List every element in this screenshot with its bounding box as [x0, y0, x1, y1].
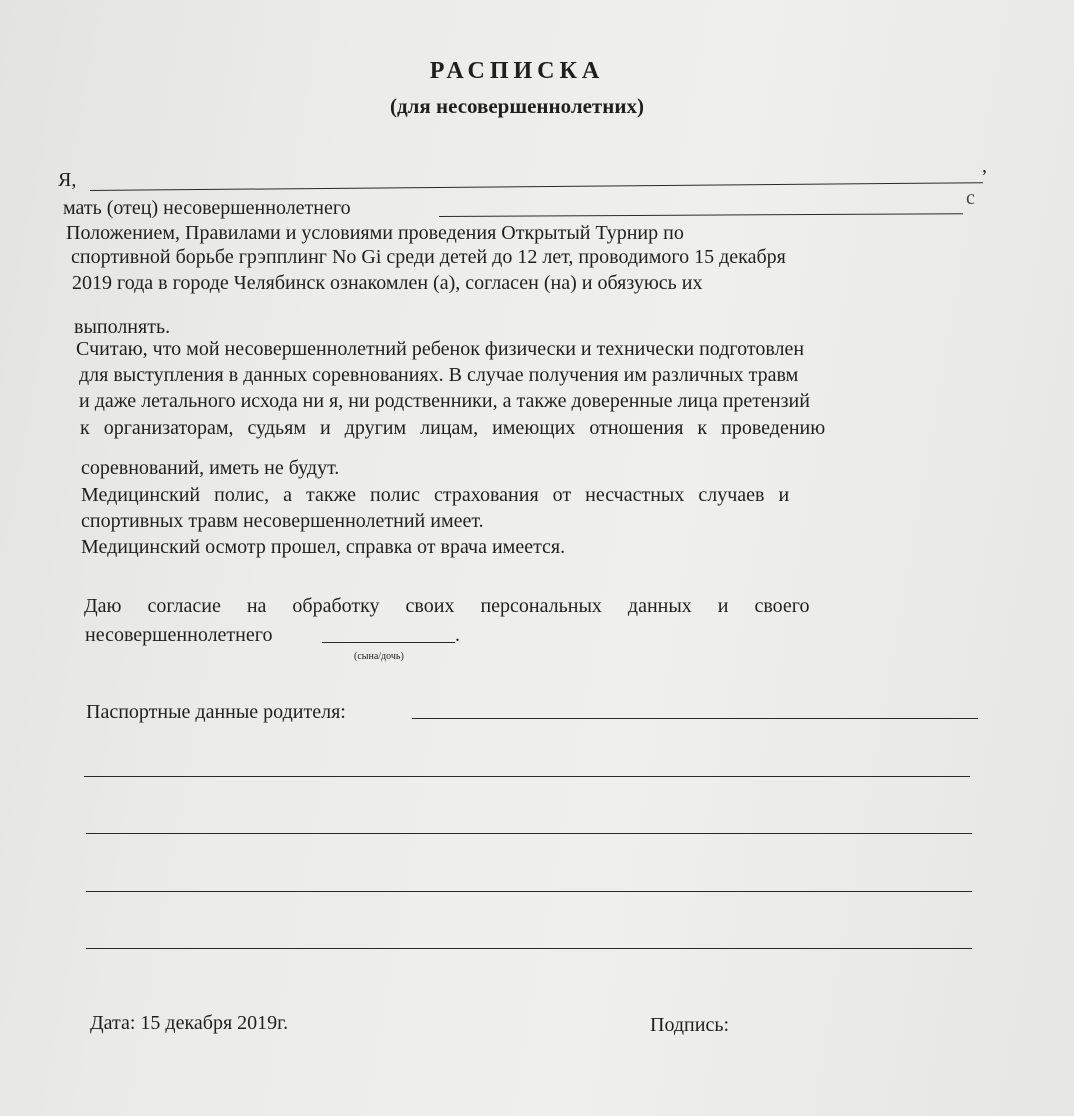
para4: Медицинский осмотр прошел, справка от врача имеется. — [81, 536, 566, 558]
para1-line4: выполнять. — [74, 316, 171, 338]
name-blank-line — [90, 182, 983, 191]
i-prefix: Я, — [58, 169, 77, 191]
document-subtitle: (для несовершеннолетних) — [390, 94, 644, 118]
document-title: РАСПИСКА — [429, 58, 605, 84]
parent-suffix: с — [966, 187, 975, 209]
passport-blank-line-2 — [84, 776, 970, 777]
para3-line2: спортивных травм несовершеннолетний имеет. — [81, 510, 484, 532]
document-date: Дата: 15 декабря 2019г. — [90, 1012, 289, 1034]
passport-blank-line — [412, 718, 978, 719]
i-comma: , — [982, 155, 987, 177]
para2-line3: и даже летального исхода ни я, ни родственники, а также доверенные лица претензий — [79, 390, 810, 412]
passport-blank-line-5 — [86, 948, 972, 949]
para3-line1: Медицинский полис, а также полис страхования от несчастных случаев и — [81, 484, 790, 506]
passport-blank-line-3 — [86, 833, 972, 834]
parent-prefix: мать (отец) несовершеннолетнего — [63, 197, 351, 219]
signature-label: Подпись: — [650, 1014, 730, 1036]
para2-line5: соревнований, иметь не будут. — [81, 457, 340, 479]
para1-line3: 2019 года в городе Челябинск ознакомлен (а), согласен (на) и обязуюсь их — [72, 272, 703, 294]
consent-period: . — [455, 624, 460, 646]
passport-blank-line-4 — [86, 891, 972, 892]
para2-line1: Считаю, что мой несовершеннолетний ребенок физически и технически подготовлен — [76, 338, 805, 360]
consent-blank-line — [322, 642, 455, 643]
consent-line1: Даю согласие на обработку своих персональных данных и своего — [84, 595, 810, 617]
consent-hint: (сына/дочь) — [354, 651, 404, 662]
para1-line2: спортивной борьбе грэпплинг No Gi среди детей до 12 лет, проводимого 15 декабря — [71, 246, 786, 268]
para2-line2: для выступления в данных соревнованиях. В случае получения им различных травм — [79, 364, 799, 386]
para1-line1: Положением, Правилами и условиями проведения Открытый Турнир по — [66, 222, 684, 244]
para2-line4: к организаторам, судьям и другим лицам, имеющих отношения к проведению — [80, 417, 826, 439]
consent-line2: несовершеннолетнего — [85, 624, 273, 646]
passport-label: Паспортные данные родителя: — [86, 701, 346, 723]
child-name-blank-line — [439, 213, 963, 217]
